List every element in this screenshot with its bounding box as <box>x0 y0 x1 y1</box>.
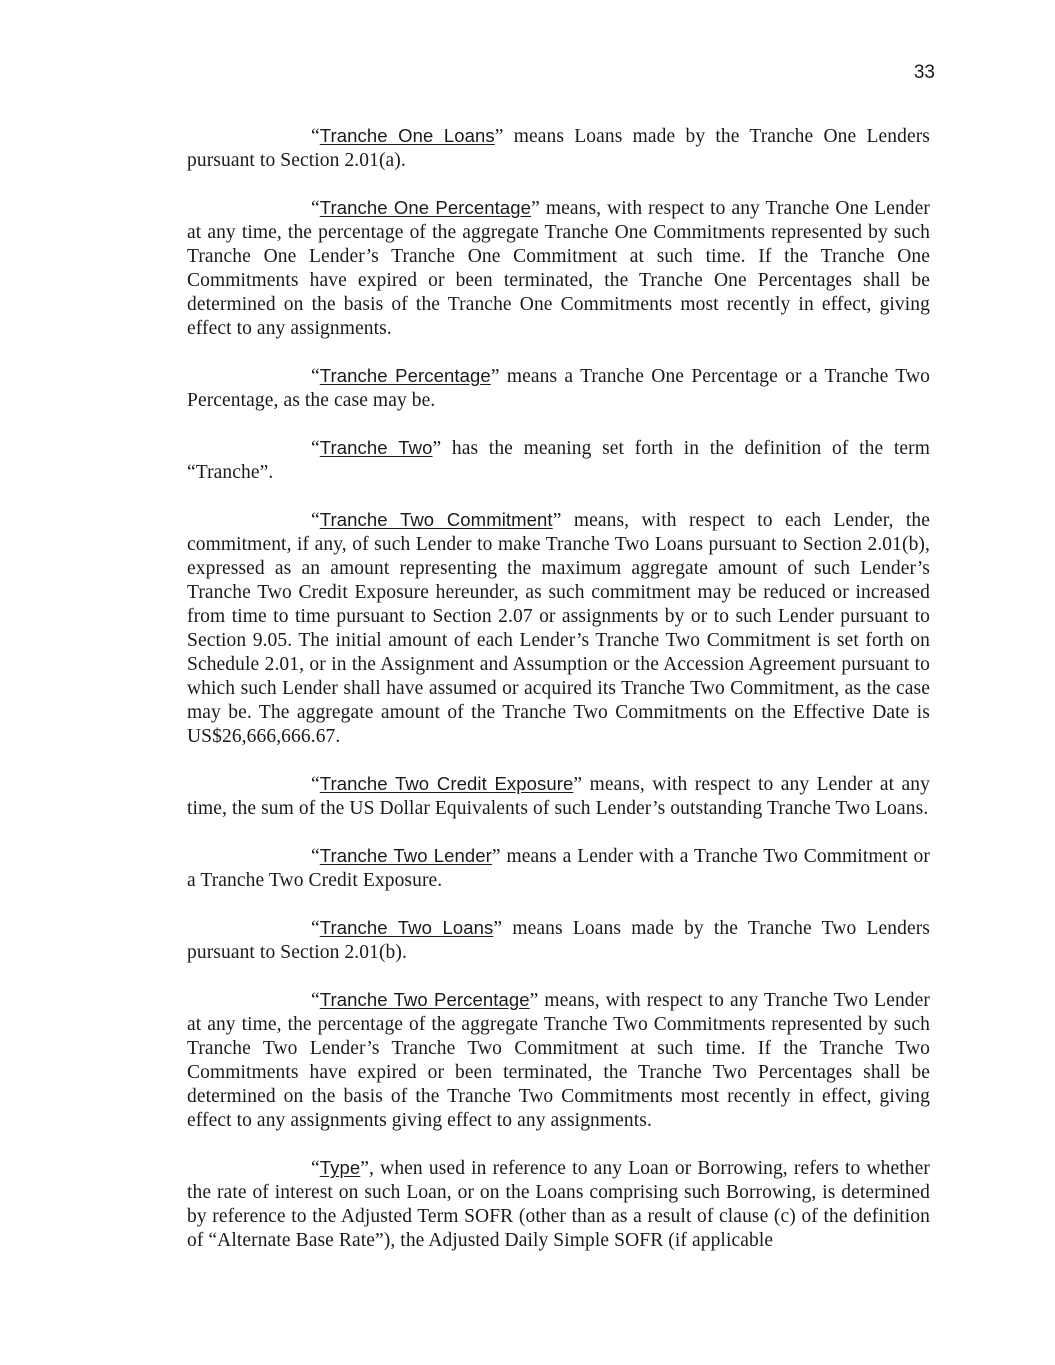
open-quote: “ <box>311 198 320 219</box>
definition-text: means a Tranche One Percentage or a Tranche Two Percentage, as the case may be. <box>187 366 930 411</box>
close-quote: ” <box>552 510 562 531</box>
open-quote: “ <box>311 366 320 387</box>
definition-tranche-two-percentage <box>187 988 930 1133</box>
open-quote: “ <box>311 126 320 147</box>
close-quote: ” <box>360 1158 370 1179</box>
defined-term: Tranche Two Credit Exposure <box>319 773 574 794</box>
close-quote: ” <box>432 438 442 459</box>
document-body <box>187 124 930 1276</box>
open-quote: “ <box>311 918 320 939</box>
defined-term: Tranche Two Loans <box>319 917 494 938</box>
definition-tranche-one-loans <box>187 124 930 173</box>
close-quote: ” <box>491 846 501 867</box>
definition-text: means Loans made by the Tranche One Lenders pursuant to Section 2.01(a). <box>187 126 930 171</box>
defined-term: Tranche One Loans <box>319 125 495 146</box>
definition-tranche-two-lender <box>187 844 930 893</box>
definition-tranche-two-loans <box>187 916 930 965</box>
defined-term: Tranche Two <box>319 437 433 458</box>
definition-text: has the meaning set forth in the definition of the term “Tranche”. <box>187 438 930 483</box>
defined-term: Tranche Two Percentage <box>319 989 530 1010</box>
open-quote: “ <box>311 510 320 531</box>
definition-text: means a Lender with a Tranche Two Commitment or a Tranche Two Credit Exposure. <box>187 846 930 891</box>
close-quote: ” <box>494 126 504 147</box>
definition-tranche-one-percentage <box>187 196 930 341</box>
close-quote: ” <box>529 990 539 1011</box>
defined-term: Tranche Percentage <box>319 365 491 386</box>
defined-term: Tranche One Percentage <box>319 197 532 218</box>
open-quote: “ <box>311 846 320 867</box>
definition-text: means, with respect to any Tranche Two Lender at any time, the percentage of the aggregate Tranche Two Commitments represented by such Tranche Two Lender’s Tranche Two Commitment at such time. If the Tranche Two Commitments have expired or been terminated, the Tranche Two Percentages shall be determined on the basis of the Tranche Two Commitments most recently in effect, giving effect to any assignments giving effect to any assignments. <box>187 990 930 1131</box>
page-number: 33 <box>913 62 935 83</box>
defined-term: Type <box>319 1157 361 1178</box>
definition-text: means, with respect to any Lender at any time, the sum of the US Dollar Equivalents of such Lender’s outstanding Tranche Two Loans. <box>187 774 930 819</box>
open-quote: “ <box>311 1158 320 1179</box>
definition-tranche-two-commitment <box>187 508 930 749</box>
defined-term: Tranche Two Lender <box>319 845 492 866</box>
open-quote: “ <box>311 438 320 459</box>
open-quote: “ <box>311 774 320 795</box>
defined-term: Tranche Two Commitment <box>319 509 553 530</box>
definition-text: , when used in reference to any Loan or Borrowing, refers to whether the rate of interest on such Loan, or on the Loans comprising such Borrowing, is determined by reference to the Adjusted Term SOFR (other than as a result of clause (c) of the definition of “Alternate Base Rate”), the Adjusted Daily Simple SOFR (if applicable <box>187 1158 930 1251</box>
definition-type <box>187 1156 930 1253</box>
definition-tranche-two <box>187 436 930 485</box>
close-quote: ” <box>573 774 583 795</box>
definition-text: means, with respect to any Tranche One Lender at any time, the percentage of the aggregate Tranche One Commitments represented by such Tranche One Lender’s Tranche One Commitment at such time. If the Tranche One Commitments have expired or been terminated, the Tranche One Percentages shall be determined on the basis of the Tranche One Commitments most recently in effect, giving effect to any assignments. <box>187 198 931 339</box>
definition-tranche-percentage <box>187 364 930 413</box>
definition-text: means Loans made by the Tranche Two Lenders pursuant to Section 2.01(b). <box>187 918 930 963</box>
definition-tranche-two-credit-exposure <box>187 772 930 821</box>
close-quote: ” <box>493 918 503 939</box>
open-quote: “ <box>311 990 320 1011</box>
close-quote: ” <box>531 198 540 219</box>
definition-text: means, with respect to each Lender, the commitment, if any, of such Lender to make Tranche Two Loans pursuant to Section 2.01(b), expressed as an amount representing the maximum aggregate amount of such Lender’s Tranche Two Credit Exposure hereunder, as such commitment may be reduced or increased from time to time pursuant to Section 2.07 or assignments by or to such Lender pursuant to Section 9.05. The initial amount of each Lender’s Tranche Two Commitment is set forth on Schedule 2.01, or in the Assignment and Assumption or the Accession Agreement pursuant to which such Lender shall have assumed or acquired its Tranche Two Commitment, as the case may be. The aggregate amount of the Tranche Two Commitments on the Effective Date is US$26,666,666.67. <box>187 510 930 747</box>
close-quote: ” <box>490 366 500 387</box>
